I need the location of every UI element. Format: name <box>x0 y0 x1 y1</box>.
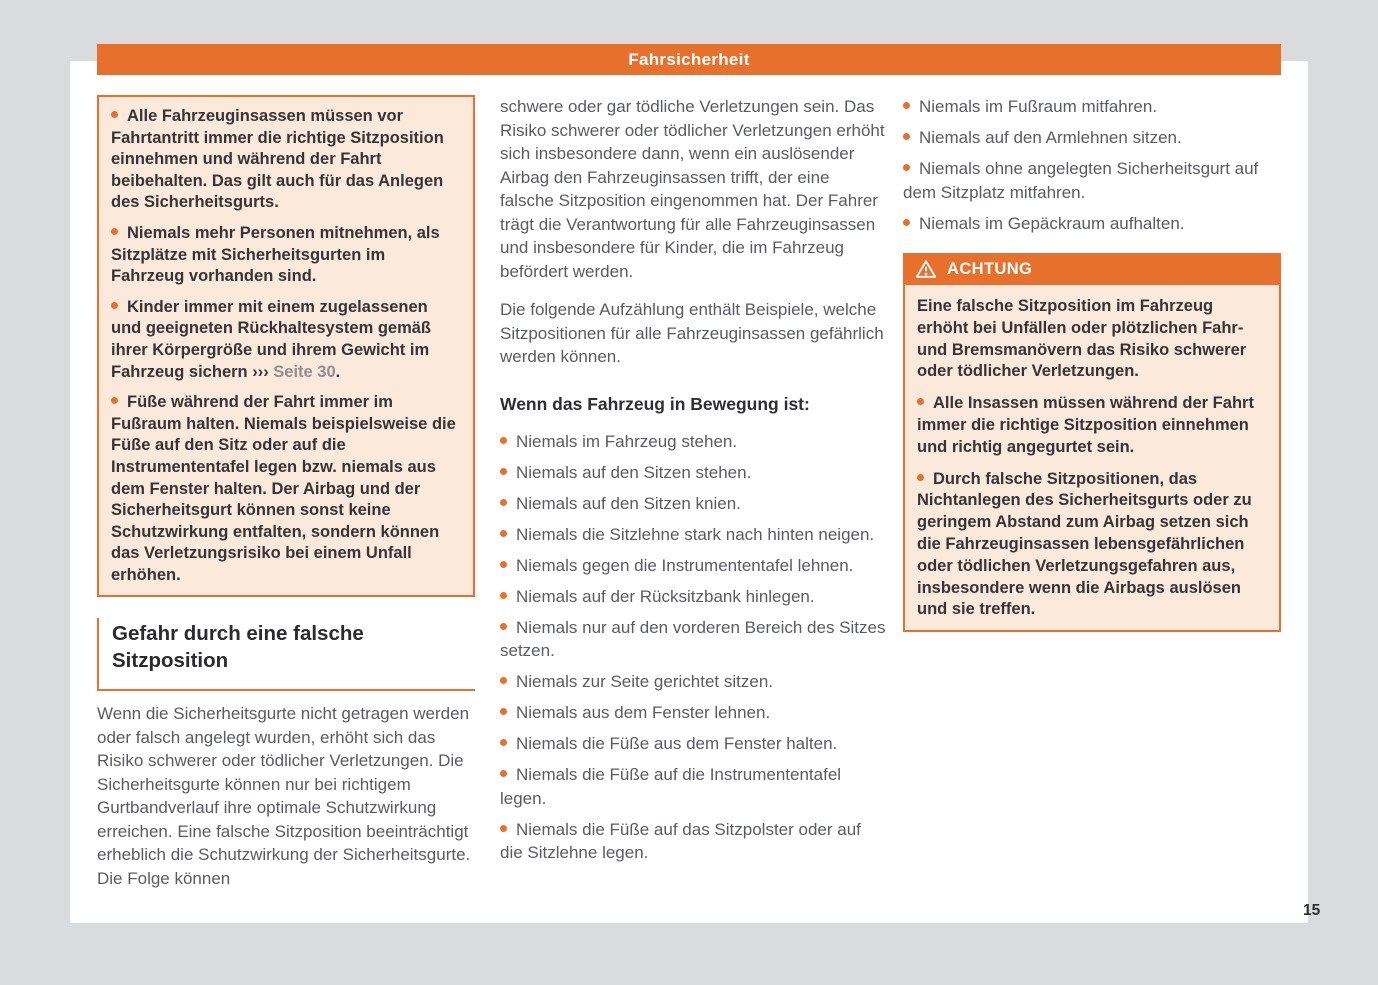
bullet-icon <box>500 530 507 537</box>
list-item: Niemals im Gepäckraum aufhalten. <box>903 212 1289 236</box>
safety-notes-box <box>97 95 475 597</box>
bullet-list <box>500 430 886 865</box>
warning-intro: Eine falsche Sitzposition im Fahrzeug erhöht bei Unfällen oder plötzlichen Fahr- und Bremsmanövern das Risiko schwerer oder tödlicher Verletzungen. <box>917 297 1247 381</box>
bullet-icon <box>111 302 118 309</box>
list-item: Niemals im Fußraum mitfahren. <box>903 95 1289 119</box>
note-item: Füße während der Fahrt immer im Fußraum halten. Niemals beispielsweise die Füße auf den Sitz oder auf die Instrumententafel legen bzw. niemals aus dem Fenster halten. Der Airbag und der Sicherheitsgurt können sonst keine Schutzwirkung entfalten, sondern können das Verletzungsrisiko bei einem Unfall erhöhen. <box>111 393 456 584</box>
page-title: Fahrsicherheit <box>628 49 750 69</box>
page-number: 15 <box>1303 902 1321 919</box>
list-item: Niemals im Fahrzeug stehen. <box>500 430 886 454</box>
bullet-icon <box>500 708 507 715</box>
warning-item: Alle Insassen müssen während der Fahrt immer die richtige Sitzposition einnehmen und richtig angegurtet sein. <box>917 394 1254 456</box>
body-paragraph: schwere oder gar tödliche Verletzungen sein. Das Risiko schwerer oder tödlicher Verletzungen erhöht sich insbesondere dann, wenn ein auslösender Airbag den Fahrzeuginsassen trifft, der eine falsche Sitzposition eingenommen hat. Der Fahrer trägt die Verantwortung für alle Fahrzeuginsassen und insbesondere für Kinder, die im Fahrzeug befördert werden. <box>500 97 885 281</box>
list-item: Niemals zur Seite gerichtet sitzen. <box>500 670 886 694</box>
list-item: Niemals auf den Sitzen stehen. <box>500 461 886 485</box>
body-paragraph: Die folgende Aufzählung enthält Beispiele, welche Sitzpositionen für alle Fahrzeuginsassen gefährlich werden können. <box>500 300 884 366</box>
note-item: Kinder immer mit einem zugelassenen und geeigneten Rückhaltesystem gemäß ihrer Körpergröße und ihrem Gewicht im Fahrzeug sichern ››› Seite 30. <box>111 297 432 381</box>
bullet-icon <box>111 111 118 118</box>
note-item: Niemals mehr Personen mitnehmen, als Sitzplätze mit Sicherheitsgurten im Fahrzeug vorhanden sind. <box>111 223 440 286</box>
bullet-icon <box>500 739 507 746</box>
bullet-icon <box>500 825 507 832</box>
bullet-icon <box>500 499 507 506</box>
bullet-icon <box>500 561 507 568</box>
bullet-icon <box>500 677 507 684</box>
subheading: Wenn das Fahrzeug in Bewegung ist: <box>500 393 810 414</box>
list-item: Niemals gegen die Instrumententafel lehnen. <box>500 554 886 578</box>
warning-box-body <box>903 285 1281 632</box>
warning-triangle-icon <box>915 259 937 279</box>
bullet-icon <box>500 437 507 444</box>
warning-title: ACHTUNG <box>947 259 1033 278</box>
bullet-icon <box>500 592 507 599</box>
bullet-icon <box>917 474 924 481</box>
list-item: Niemals aus dem Fenster lehnen. <box>500 701 886 725</box>
bullet-icon <box>903 102 910 109</box>
list-item: Niemals nur auf den vorderen Bereich des Sitzes setzen. <box>500 617 886 660</box>
list-item: Niemals die Füße aus dem Fenster halten. <box>500 732 886 756</box>
warning-box <box>903 253 1281 632</box>
middle-column <box>500 95 886 872</box>
bullet-icon <box>500 468 507 475</box>
page-title-bar <box>97 44 1281 75</box>
bullet-icon <box>500 623 507 630</box>
body-paragraph: Wenn die Sicherheitsgurte nicht getragen werden oder falsch angelegt wurden, erhöht sich das Risiko schwerer oder tödlicher Verletzungen. Die Sicherheitsgurte können nur bei richtigem Gurtbandverlauf ihre optimale Schutzwirkung erreichen. Eine falsche Sitzposition beeinträchtigt erheblich die Schutzwirkung der Sicherheitsgurte. Die Folge können <box>97 704 471 888</box>
bullet-icon <box>500 770 507 777</box>
cross-reference-arrows-icon: ››› <box>252 362 274 381</box>
list-item: Niemals ohne angelegten Sicherheitsgurt auf dem Sitzplatz mitfahren. <box>903 159 1259 202</box>
bullet-icon <box>917 398 924 405</box>
list-item: Niemals auf den Armlehnen sitzen. <box>903 126 1289 150</box>
note-item: Alle Fahrzeuginsassen müssen vor Fahrtantritt immer die richtige Sitzposition einnehmen und während der Fahrt beibehalten. Das gilt auch für das Anlegen des Sicherheitsgurts. <box>111 107 444 212</box>
right-column-bullet-list <box>903 95 1289 243</box>
section-heading: Gefahr durch eine falsche Sitzposition <box>97 618 475 691</box>
list-item: Niemals die Füße auf die Instrumententafel legen. <box>500 765 842 808</box>
page-reference-link[interactable]: Seite 30 <box>273 362 336 381</box>
list-item: Niemals auf der Rücksitzbank hinlegen. <box>500 585 886 609</box>
bullet-icon <box>111 228 118 235</box>
bullet-icon <box>903 133 910 140</box>
list-item: Niemals auf den Sitzen knien. <box>500 492 886 516</box>
list-item: Niemals die Sitzlehne stark nach hinten neigen. <box>500 523 886 547</box>
bullet-icon <box>111 397 118 404</box>
warning-item: Durch falsche Sitzpositionen, das Nichtanlegen des Sicherheitsgurts oder zu geringem Abstand zum Airbag setzen sich die Fahrzeuginsassen lebensgefährlichen oder tödlichen Verletzungsgefahren aus, insbesondere wenn die Airbags auslösen und sie treffen. <box>917 469 1252 619</box>
bullet-icon <box>903 164 910 171</box>
warning-box-header <box>903 253 1281 285</box>
bullet-icon <box>903 219 910 226</box>
list-item: Niemals die Füße auf das Sitzpolster oder auf die Sitzlehne legen. <box>500 819 861 862</box>
